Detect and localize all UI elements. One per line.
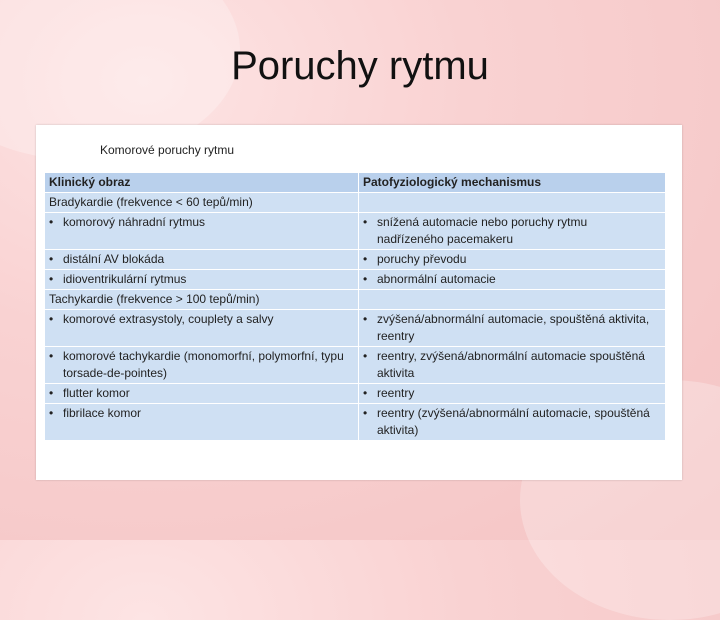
bullet: • [363,406,368,420]
cell-text: idioventrikulární rytmus [63,272,187,286]
table-section-row [45,290,666,310]
table-caption: Komorové poruchy rytmu [100,143,235,157]
bullet: • [363,272,368,286]
table-cell [359,270,666,290]
column-header: Patofyziologický mechanismus [359,173,666,193]
table-cell [359,250,666,270]
table-image [36,125,682,480]
table-row [45,213,666,250]
cell-text: fibrilace komor [63,406,142,420]
bullet: • [49,386,54,400]
table-body [45,193,666,441]
table-row [45,384,666,404]
bullet: • [49,349,54,363]
bullet: • [49,215,54,229]
cell-text: reentry, zvýšená/abnormální automacie spouštěná aktivita [377,349,645,380]
table-cell [45,347,359,384]
slide-title: Poruchy rytmu [231,44,489,88]
table-cell [45,310,359,347]
arrhythmia-table [44,172,666,441]
table-header-row [45,173,666,193]
bullet: • [49,312,54,326]
table-cell [359,193,666,213]
table-cell [359,213,666,250]
column-header: Klinický obraz [45,173,359,193]
bullet: • [49,252,54,266]
table-cell [45,250,359,270]
table-section-row [45,193,666,213]
table-cell [359,404,666,441]
cell-text: reentry [377,386,415,400]
cell-text: flutter komor [63,386,130,400]
section-label: Bradykardie (frekvence < 60 tepů/min) [45,193,359,213]
table-row [45,404,666,441]
section-label: Tachykardie (frekvence > 100 tepů/min) [45,290,359,310]
table-cell [359,310,666,347]
table-cell [45,384,359,404]
cell-text: distální AV blokáda [63,252,165,266]
table-row [45,310,666,347]
table-cell [45,270,359,290]
cell-text: komorové tachykardie (monomorfní, polymorfní, typu torsade-de-pointes) [63,349,344,380]
bullet: • [363,215,368,229]
table-cell [359,290,666,310]
cell-text: zvýšená/abnormální automacie, spouštěná aktivita, reentry [377,312,650,343]
table-row [45,347,666,384]
bullet: • [363,349,368,363]
bullet: • [363,252,368,266]
bullet: • [363,386,368,400]
bullet: • [49,406,54,420]
bullet: • [49,272,54,286]
cell-text: reentry (zvýšená/abnormální automacie, spouštěná aktivita) [377,406,650,437]
cell-text: komorový náhradní rytmus [63,215,206,229]
table-row [45,270,666,290]
cell-text: komorové extrasystoly, couplety a salvy [63,312,274,326]
cell-text: abnormální automacie [377,272,496,286]
table-cell [45,404,359,441]
table-cell [359,384,666,404]
cell-text: snížená automacie nebo poruchy rytmu nadřízeného pacemakeru [377,215,588,246]
table-cell [45,213,359,250]
cell-text: poruchy převodu [377,252,467,266]
table-cell [359,347,666,384]
table-row [45,250,666,270]
bullet: • [363,312,368,326]
